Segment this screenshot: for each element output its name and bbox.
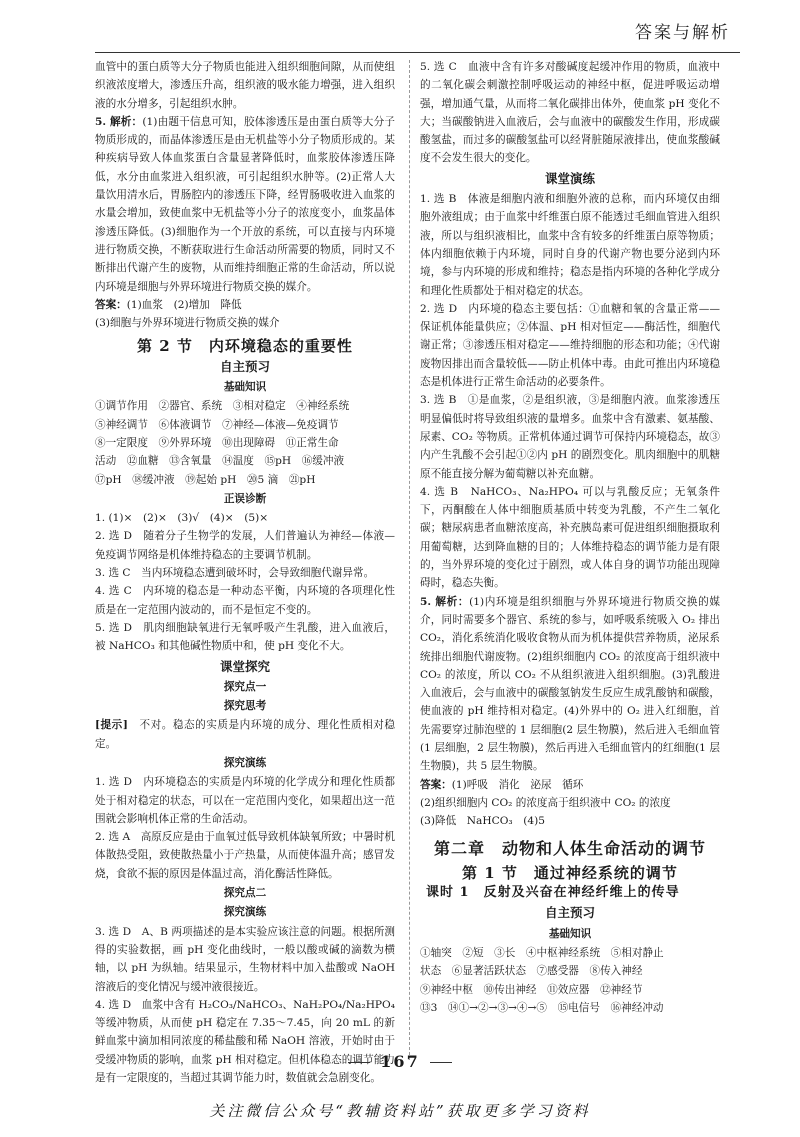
- blank-line: ⑤神经调节 ⑥体液调节 ⑦神经—体液—免疫调节: [95, 418, 339, 431]
- header-rule: [95, 52, 740, 53]
- label: 答案：: [95, 298, 127, 311]
- text: (1)呼吸 消化 泌尿 循环: [451, 778, 584, 791]
- hint-paragraph: [95, 716, 395, 753]
- subheading: 探究演练: [223, 756, 267, 769]
- section-title: 第 1 节 通过神经系统的调节: [462, 863, 678, 882]
- answer-line: 1. 选 D 内环境稳态的实质是内环境的化学成分和理化性质都处于相对稳定的状态，可以在一定范围内变化，如果超出这一范围就会影响机体正常的生命活动。: [95, 776, 395, 825]
- blank-line: 状态 ⑥显著活跃状态 ⑦感受器 ⑧传入神经: [420, 965, 643, 978]
- text: (1)血浆 (2)增加 降低: [126, 298, 242, 311]
- label: 答案：: [420, 778, 452, 791]
- answer-line: 4. 选 C 内环境的稳态是一种动态平衡，内环境的各项理化性质是在一定范围内波动的，而不是恒定不变的。: [95, 585, 395, 616]
- text: (1)内环境是组织细胞与外界环境进行物质交换的媒介，同时需要多个器官、系统的参与，如呼吸系统吸入 O₂ 排出 CO₂，消化系统消化吸收食物从而为机体提供营养物质，泌尿系统排出细胞代谢废物。(2)组织细胞内 CO₂ 的浓度高于组织液中 CO₂ 的浓度，所以 CO₂ 不从组织液进入组织细胞。(3)乳酸进入血液后，会与血液中的碳酸氢钠发生反应生成乳酸钠和碳酸，使血液的 pH 维持相对稳定。(4)外界中的 O₂ 进入红细胞，首先需要穿过肺泡壁的 1 层细胞(2 层生物膜)，然后进入毛细血管(1 层细胞，2 层生物膜)，然后再进入毛细血管内的红细胞(1 层生物膜)，共 5 层生物膜。: [420, 595, 720, 773]
- blank-line: ⑬3 ⑭①→②→③→④→⑤ ⑮电信号 ⑯神经冲动: [420, 1001, 664, 1014]
- subheading: 基础知识: [548, 927, 592, 940]
- subheading: 自主预习: [544, 905, 595, 921]
- answer-line: 5. 选 C 血液中含有许多对酸碱度起缓冲作用的物质，血液中的二氧化碳会刺激控制呼吸运动的神经中枢，促进呼吸运动增强，增加通气量，从而将二氧化碳排出体外，使血浆 pH 变化不大；当碳酸钠进入血液后，会与血液中的碳酸发生作用，形成碳酸氢盐，而过多的碳酸氢盐可以经肾脏随尿液排出，使血浆酸碱度不会发生很大的变化。: [420, 61, 720, 165]
- subheading: 课堂探究: [219, 658, 270, 674]
- paragraph: 血管中的蛋白质等大分子物质也能进入组织细胞间隙，从而使组织液浓度增大，渗透压升高，组织液的吸水能力增强，进入组织液的水分增多，引起组织水肿。: [95, 61, 395, 110]
- answer: (3)降低 NaHCO₃ (4)5: [420, 815, 545, 828]
- page-number: [0, 1052, 800, 1071]
- subheading: 基础知识: [223, 381, 267, 394]
- left-column: [95, 58, 395, 1087]
- answer-line: 1. 选 B 体液是细胞内液和细胞外液的总称，而内环境仅由细胞外液组成；由于血浆中纤维蛋白原不能透过毛细血管进入组织液，所以与组织液相比，血浆中含有较多的纤维蛋白原等物质；体内细胞依赖于内环境，同时自身的代谢产物也要分泌到内环境，参与内环境的形成和维持；稳态是指内环境的各种化学成分和理化性质都处于相对稳定的状态。: [420, 193, 720, 297]
- dash-right: [430, 1062, 452, 1063]
- answer: (3)细胞与外界环境进行物质交换的媒介: [95, 317, 280, 330]
- header-title: 答案与解析: [635, 23, 730, 43]
- subheading: 探究演练: [223, 906, 267, 919]
- blank-line: 活动 ⑫血糖 ⑬含氧量 ⑭温度 ⑮pH ⑯缓冲液: [95, 455, 345, 468]
- answer: [95, 296, 395, 314]
- blank-line: ①调节作用 ②器官、系统 ③相对稳定 ④神经系统: [95, 400, 350, 413]
- text: (1)由题干信息可知，胶体渗透压是由蛋白质等大分子物质形成的，而晶体渗透压是由无机盐等小分子物质形成的。某种疾病导致人体血浆蛋白含量显著降低时，血浆胶体渗透压降低，水分由血浆进入组织液，可引起组织水肿等。(2)正常人大量饮用清水后，胃肠腔内的渗透压下降，经胃肠吸收进入血浆的水量会增加，致使血浆中无机盐等小分子的浓度变小，血浆晶体渗透压降低。(3)细胞作为一个开放的系统，可以直接与内环境进行物质交换，不断获取进行生命活动所需要的物质，同时又不断排出代谢产生的废物，从而维持细胞正常的生命活动，所以说内环境是细胞与外界环境进行物质交换的媒介。: [95, 115, 395, 293]
- answer-line: 4. 选 B NaHCO₃、Na₂HPO₄ 可以与乳酸反应；无氧条件下，丙酮酸在人体中细胞质基质中转变为乳酸，不产生二氧化碳；糖尿病患者血糖浓度高，补充胰岛素可促进组织细胞摄取利用葡萄糖，达到降血糖的目的；人体维持稳态的调节能力是有限的，当外界环境的变化过于剧烈，或人体自身的调节功能出现障碍时，稳态失衡。: [420, 485, 720, 590]
- subheading: 探究思考: [223, 700, 267, 713]
- section-title: 第 2 节 内环境稳态的重要性: [137, 337, 353, 356]
- page-number-text: 167: [380, 1052, 420, 1071]
- answer-line: 2. 选 D 随着分子生物学的发展，人们普遍认为神经—体液—免疫调节网络是机体维持稳态的主要调节机制。: [95, 530, 395, 561]
- answer-line: 3. 选 D A、B 两项描述的是本实验应该注意的问题。根据所测得的实验数据，画 pH 变化曲线时，一般以酸或碱的滴数为横轴，以 pH 为纵轴。结果显示，生物材料中加入盐酸或 NaOH 溶液后的变化情况与缓冲液很接近。: [95, 925, 395, 993]
- answer: [420, 776, 720, 794]
- dash-left: [348, 1062, 370, 1063]
- subheading: 正误诊断: [223, 492, 267, 505]
- footer-note: 关注微信公众号“教辅资料站”获取更多学习资料: [209, 1102, 591, 1120]
- label: 5. 解析：: [95, 115, 143, 128]
- answer-line: 1. (1)× (2)× (3)√ (4)× (5)×: [95, 512, 269, 525]
- blank-line: ⑨神经中枢 ⑩传出神经 ⑪效应器 ⑫神经节: [420, 983, 643, 996]
- chapter-title: 第二章 动物和人体生命活动的调节: [433, 839, 706, 859]
- answer-line: 3. 选 C 当内环境稳态遭到破坏时，会导致细胞代谢异常。: [95, 567, 375, 580]
- text: 不对。稳态的实质是内环境的成分、理化性质相对稳定。: [95, 719, 395, 750]
- paragraph: [420, 593, 720, 776]
- subheading: 课堂演练: [544, 170, 595, 186]
- blank-line: ⑧一定限度 ⑨外界环境 ⑩出现障碍 ⑪正常生命: [95, 436, 339, 449]
- answer-line: 2. 选 D 内环境的稳态主要包括：①血糖和氧的含量正常——保证机体能量供应；②体温、pH 相对恒定——酶活性，细胞代谢正常；③渗透压相对稳定——维持细胞的形态和功能；④代谢废物因排出而含量较低——防止机体中毒。由此可推出内环境稳态是机体进行正常生命活动的必要条件。: [420, 302, 720, 389]
- answer: (2)组织细胞内 CO₂ 的浓度高于组织液中 CO₂ 的浓度: [420, 796, 671, 809]
- hint-label: [提示]: [95, 719, 128, 732]
- blank-line: ①轴突 ②短 ③长 ④中枢神经系统 ⑤相对静止: [420, 946, 664, 959]
- subheading: 探究点一: [223, 680, 267, 693]
- answer-line: 2. 选 A 高原反应是由于血氧过低导致机体缺氧所致；中暑时机体散热受阻，致使散热量小于产热量，从而使体温升高；感冒发烧，食欲不振的原因是体温过高，消化酶活性降低。: [95, 831, 395, 880]
- column-divider: [409, 60, 410, 1060]
- answer-line: 4. 选 D 血浆中含有 H₂CO₃/NaHCO₃、NaH₂PO₄/Na₂HPO₄ 等缓冲物质，从而使 pH 稳定在 7.35～7.45，向 20 mL 的新鲜血浆中滴加相同浓度的稀盐酸和稀 NaOH 溶液，开始时由于受缓冲物质的影响，血浆 pH 相对稳定。但机体稳态的调节能力是有一定限度的，当超过其调节能力时，数值就会急剧变化。: [95, 998, 395, 1085]
- answer-line: 5. 选 D 肌肉细胞缺氧进行无氧呼吸产生乳酸，进入血液后，被 NaHCO₃ 和其他碱性物质中和，使 pH 变化不大。: [95, 621, 395, 653]
- subheading: 自主预习: [219, 358, 270, 374]
- subheading: 探究点二: [223, 887, 267, 900]
- label: 5. 解析：: [420, 595, 470, 608]
- paragraph: [95, 113, 395, 296]
- blank-line: ⑰pH ⑱缓冲液 ⑲起始 pH ⑳5 滴 ㉑pH: [95, 473, 316, 486]
- answer-line: 3. 选 B ①是血浆，②是组织液，③是细胞内液。血浆渗透压明显偏低时将导致组织液的量增多。血浆中含有激素、氨基酸、尿素、CO₂ 等物质。正常机体通过调节可保持内环境稳态，故③内产生乳酸不会引起①②内 pH 的剧烈变化。肌肉细胞中的肌糖原不能直接分解为葡萄糖以补充血糖。: [420, 394, 720, 480]
- lesson-title: 课时 1 反射及兴奋在神经纤维上的传导: [426, 885, 680, 901]
- right-column: [420, 58, 720, 1017]
